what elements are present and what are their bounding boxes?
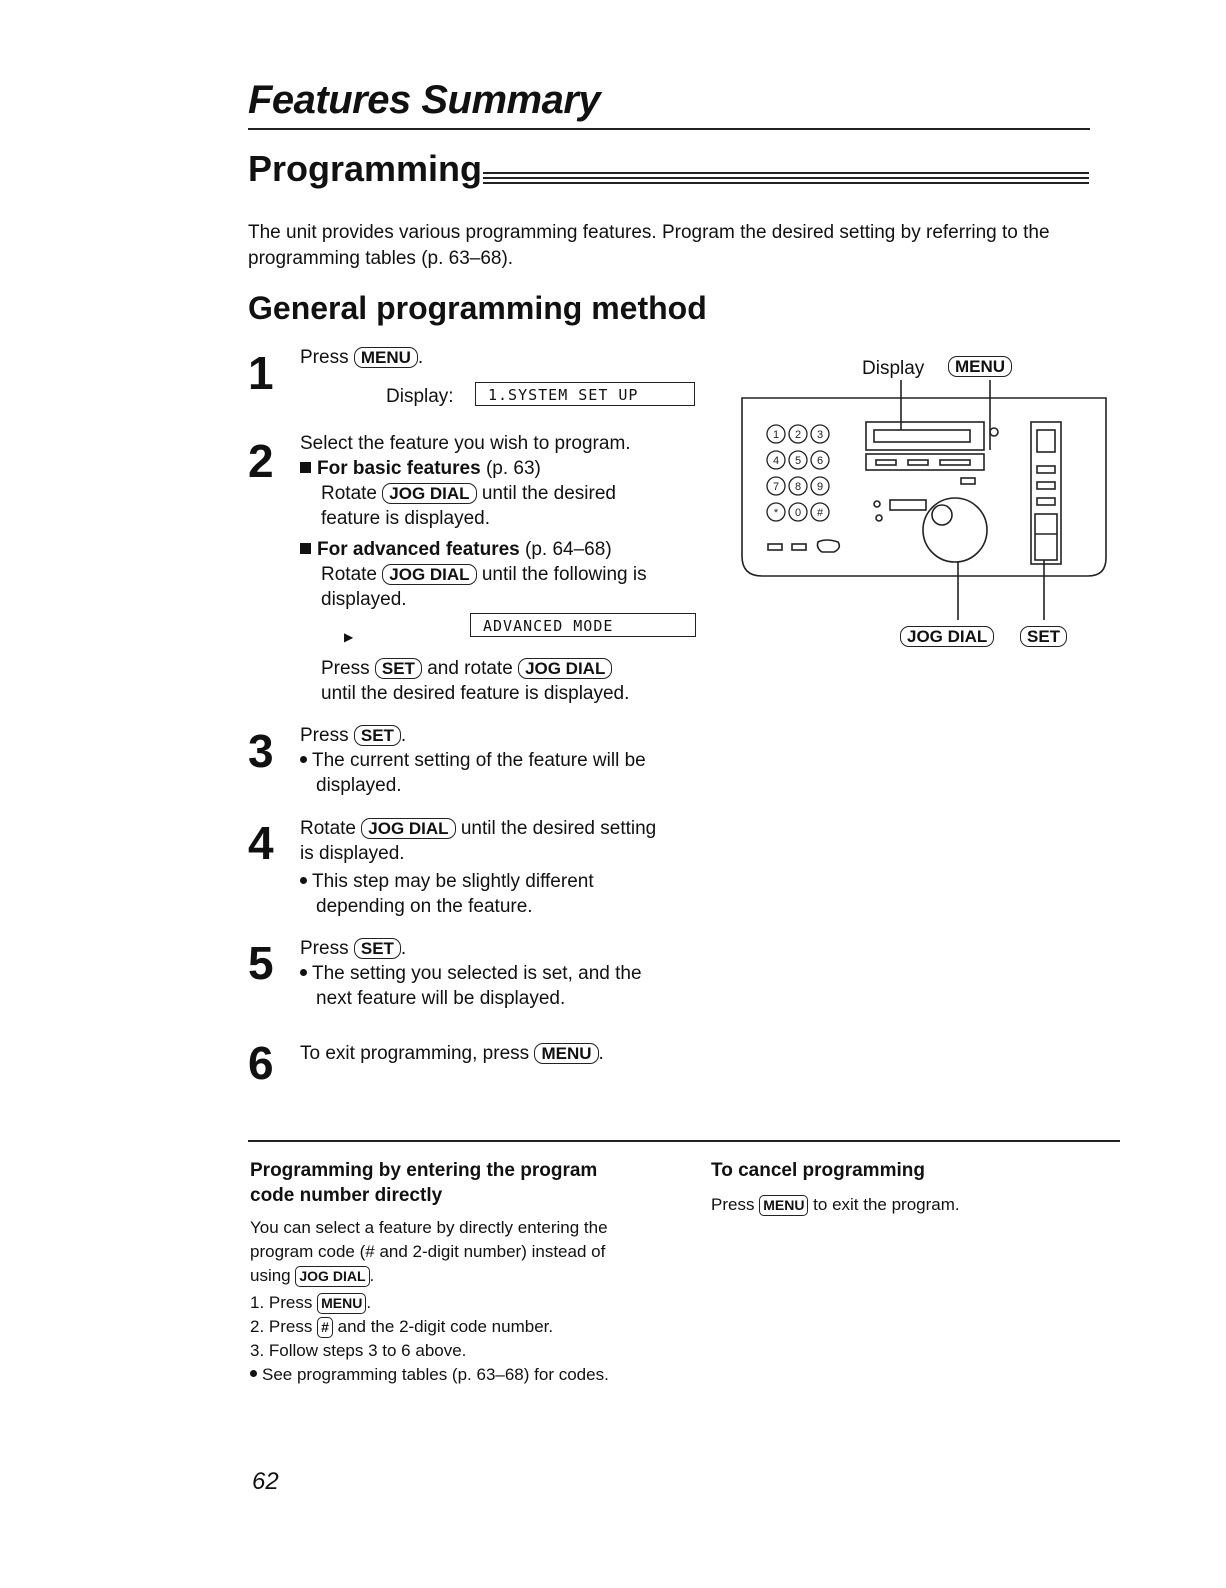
step-3-number: 3 [248, 725, 274, 777]
direct-item-3: 3. Follow steps 3 to 6 above. [250, 1341, 467, 1360]
step-2-text: Select the feature you wish to program. [300, 433, 631, 454]
lcd-display-advanced-mode: ADVANCED MODE [470, 613, 696, 637]
jog-dial-key: JOG DIAL [382, 564, 476, 585]
basic-features-line [300, 456, 720, 481]
rotate-label: Rotate [321, 483, 377, 504]
period: . [400, 938, 407, 959]
set-key: SET [1020, 626, 1067, 647]
bullet-square [300, 462, 311, 473]
step-1-display-label: Display: [386, 386, 454, 407]
bullet-dot [300, 877, 307, 884]
period: . [417, 347, 424, 368]
rotate-label: Rotate [321, 564, 377, 585]
bullet-dot [300, 969, 307, 976]
svg-text:3: 3 [816, 429, 824, 441]
note-line-1: The current setting of the feature will be [312, 750, 646, 771]
svg-text:8: 8 [794, 481, 802, 493]
cancel-title: To cancel programming [711, 1160, 925, 1181]
menu-key: MENU [354, 347, 418, 368]
diagram-jog-dial-key [900, 626, 994, 647]
step-5-note-2: next feature will be displayed. [316, 988, 566, 1009]
item-1-label: 1. Press [250, 1293, 313, 1312]
menu-key: MENU [534, 1043, 598, 1064]
step-5-press [300, 936, 642, 961]
step-2-block [300, 431, 720, 612]
jog-dial-key: JOG DIAL [518, 658, 612, 679]
press-label: Press [300, 725, 349, 746]
step-4-number: 4 [248, 817, 274, 869]
svg-text:#: # [816, 507, 824, 519]
menu-key: MENU [759, 1195, 808, 1216]
section-divider [248, 1140, 1120, 1142]
item-2-label: 2. Press [250, 1317, 313, 1336]
fax-control-panel-diagram [738, 380, 1110, 620]
basic-tail: feature is displayed. [321, 508, 490, 529]
period: . [366, 1293, 372, 1312]
basic-features-label: For basic features [317, 458, 481, 479]
svg-text:2: 2 [794, 429, 802, 441]
step-3-note-2: displayed. [316, 775, 402, 796]
section-rule-2 [483, 177, 1089, 179]
cancel-tail: to exit the program. [813, 1195, 960, 1214]
jog-dial-key: JOG DIAL [295, 1266, 369, 1287]
jog-dial-key: JOG DIAL [900, 626, 994, 647]
advanced-rotate-line [300, 562, 720, 587]
diagram-display-label: Display [862, 358, 925, 379]
diagram-menu-key [948, 356, 1012, 377]
svg-text:7: 7 [772, 481, 780, 493]
until-label: until the desired setting [460, 818, 657, 839]
direct-body-1: You can select a feature by directly entering the [250, 1218, 608, 1237]
svg-text:*: * [773, 507, 779, 519]
cancel-text [711, 1193, 1111, 1217]
step-3-press [300, 723, 646, 748]
advanced-press-line [321, 656, 612, 681]
svg-text:0: 0 [794, 507, 802, 519]
svg-text:9: 9 [816, 481, 824, 493]
step-1-number: 1 [248, 347, 274, 399]
svg-text:4: 4 [772, 455, 780, 467]
direct-body-2: program code (# and 2-digit number) instead of [250, 1242, 606, 1261]
press-label: Press [300, 347, 349, 368]
lcd-display-system-setup: 1.SYSTEM SET UP [475, 382, 695, 406]
direct-item-1 [250, 1291, 690, 1315]
advanced-until: until the following is [481, 564, 647, 585]
step-5-number: 5 [248, 937, 274, 989]
advanced-final-tail: until the desired feature is displayed. [321, 683, 630, 704]
jog-dial-key: JOG DIAL [361, 818, 455, 839]
basic-features-ref: (p. 63) [485, 458, 541, 479]
step-1-text [300, 345, 423, 370]
period: . [400, 725, 407, 746]
title-underline [248, 128, 1090, 130]
menu-key: MENU [317, 1293, 366, 1314]
bullet-square [300, 543, 311, 554]
direct-item-2 [250, 1315, 690, 1339]
press-label: Press [300, 938, 349, 959]
press-label: Press [321, 658, 370, 679]
direct-title-1: Programming by entering the program [250, 1160, 598, 1181]
arrow-icon: ▶ [344, 630, 354, 644]
advanced-features-line [300, 537, 720, 562]
step-5-note [300, 961, 642, 986]
intro-paragraph: The unit provides various programming features. Program the desired setting by referring to the programming tables (p. 63–68). [248, 222, 1050, 269]
menu-key: MENU [948, 356, 1012, 377]
period: . [369, 1266, 375, 1285]
step-4-tail: is displayed. [300, 843, 405, 864]
period: . [598, 1043, 604, 1064]
direct-using-line [250, 1264, 690, 1288]
direct-title-2: code number directly [250, 1185, 443, 1206]
page-number: 62 [252, 1468, 279, 1495]
using-label: using [250, 1266, 291, 1285]
set-key: SET [375, 658, 422, 679]
svg-text:5: 5 [794, 455, 802, 467]
direct-item-4 [250, 1363, 690, 1387]
advanced-features-label: For advanced features [317, 539, 520, 560]
step-4-note [300, 869, 656, 894]
step-3-note [300, 748, 646, 773]
press-label: Press [711, 1195, 755, 1214]
basic-until: until the desired [481, 483, 616, 504]
item-2-tail: and the 2-digit code number. [337, 1317, 554, 1336]
step-6-number: 6 [248, 1037, 274, 1089]
and-rotate-label: and rotate [427, 658, 513, 679]
note-line-1: This step may be slightly different [312, 871, 594, 892]
jog-dial-key: JOG DIAL [382, 483, 476, 504]
section-title: Programming [248, 148, 483, 189]
step-4-rotate [300, 816, 656, 841]
bullet-dot [250, 1370, 257, 1377]
step-4-block [300, 816, 656, 919]
exit-text: To exit programming, press [300, 1043, 530, 1064]
advanced-tail: displayed. [321, 589, 407, 610]
step-5-block [300, 936, 642, 1011]
set-key: SET [354, 938, 401, 959]
step-6-text [300, 1041, 604, 1066]
direct-programming-box [250, 1158, 690, 1387]
bullet-dot [300, 756, 307, 763]
page-title: Features Summary [248, 78, 601, 122]
step-4-note-2: depending on the feature. [316, 896, 533, 917]
set-key: SET [354, 725, 401, 746]
svg-text:6: 6 [816, 455, 824, 467]
rotate-label: Rotate [300, 818, 356, 839]
item-4-text: See programming tables (p. 63–68) for codes. [262, 1365, 609, 1384]
section-rule-1 [483, 172, 1089, 174]
step-3-block [300, 723, 646, 798]
note-line-1: The setting you selected is set, and the [312, 963, 642, 984]
cancel-programming-box [711, 1158, 1111, 1217]
basic-rotate-line [300, 481, 720, 506]
diagram-set-key [1020, 626, 1067, 647]
hash-key: # [317, 1317, 333, 1338]
method-heading: General programming method [248, 290, 707, 326]
svg-text:1: 1 [772, 429, 780, 441]
advanced-features-ref: (p. 64–68) [525, 539, 612, 560]
step-2-number: 2 [248, 435, 274, 487]
section-rule-3 [483, 182, 1089, 184]
